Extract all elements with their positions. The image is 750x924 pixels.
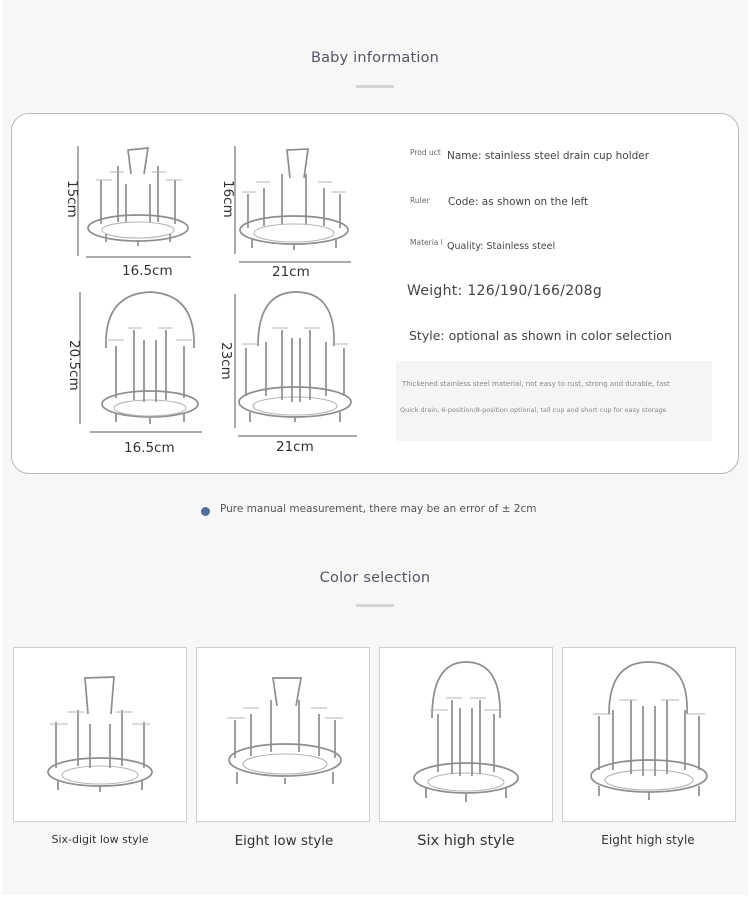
color-option-label: Six-digit low style bbox=[51, 833, 149, 846]
feature-line-1: Thickened stainless steel material, not easy to rust, strong and durable, fast bbox=[402, 380, 670, 388]
eight-high-rack-image bbox=[563, 648, 735, 821]
eight-high-height-label: 23cm bbox=[218, 342, 234, 380]
material-value: Quality: Stainless steel bbox=[447, 241, 556, 252]
baby-information-title: Baby information bbox=[310, 50, 440, 66]
ruler-label: Ruler bbox=[410, 196, 430, 205]
product-name-value: Name: stainless steel drain cup holder bbox=[447, 150, 650, 162]
style-text: Style: optional as shown in color selection bbox=[409, 328, 672, 343]
six-high-rack-image bbox=[380, 648, 552, 821]
title-underline bbox=[356, 604, 394, 607]
info-panel bbox=[11, 113, 739, 474]
feature-line-2: Quick drain, 6-position/8-position optional, tall cup and short cup for easy storage bbox=[400, 406, 667, 414]
six-low-height-label: 15cm bbox=[64, 180, 80, 218]
ruler-code-value: Code: as shown on the left bbox=[448, 196, 589, 208]
color-option-label: Six high style bbox=[417, 833, 515, 849]
dimension-diagram bbox=[46, 134, 366, 464]
color-option-eight-low[interactable] bbox=[196, 647, 370, 822]
color-option-eight-high[interactable] bbox=[562, 647, 736, 822]
six-low-width-label: 16.5cm bbox=[122, 263, 173, 279]
eight-high-width-label: 21cm bbox=[276, 439, 314, 455]
color-option-six-high[interactable] bbox=[379, 647, 553, 822]
eight-high-rack-drawing bbox=[235, 292, 357, 436]
title-underline bbox=[356, 85, 394, 88]
material-label: Materia l bbox=[410, 238, 443, 247]
eight-low-height-label: 16cm bbox=[220, 180, 236, 218]
measurement-note: Pure manual measurement, there may be an error of ± 2cm bbox=[220, 503, 537, 515]
eight-low-rack-drawing bbox=[235, 146, 351, 262]
six-high-rack-drawing bbox=[80, 292, 202, 432]
eight-low-rack-image bbox=[197, 648, 369, 821]
weight-text: Weight: 126/190/166/208g bbox=[407, 283, 603, 299]
feature-box bbox=[396, 361, 712, 441]
six-low-rack-image bbox=[14, 648, 186, 821]
color-option-six-low[interactable] bbox=[13, 647, 187, 822]
six-low-rack-drawing bbox=[78, 146, 191, 257]
color-option-label: Eight low style bbox=[234, 833, 334, 849]
six-high-height-label: 20.5cm bbox=[66, 340, 82, 391]
color-option-label: Eight high style bbox=[601, 833, 695, 847]
bullet-dot-icon bbox=[201, 507, 210, 516]
color-selection-title: Color selection bbox=[319, 570, 431, 586]
six-high-width-label: 16.5cm bbox=[124, 440, 175, 456]
product-detail-page bbox=[2, 0, 748, 895]
eight-low-width-label: 21cm bbox=[272, 264, 310, 280]
product-label: Prod uct bbox=[410, 148, 441, 157]
